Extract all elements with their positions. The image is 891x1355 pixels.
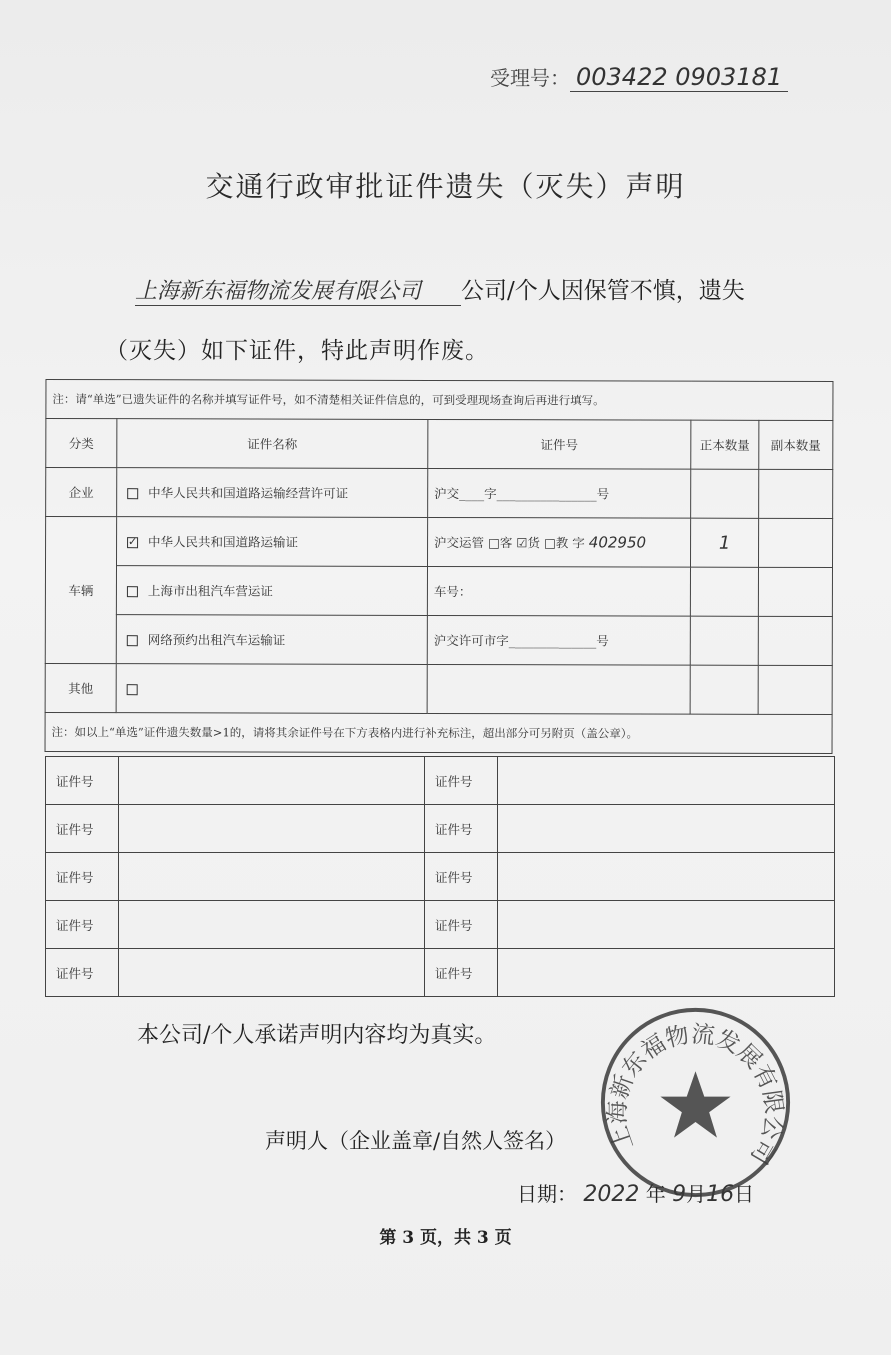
declaration-text: 公司/个人因保管不慎，遗失 [461, 278, 745, 304]
supplement-table [45, 756, 835, 997]
star-icon [660, 1071, 730, 1137]
checkbox[interactable] [127, 684, 138, 695]
day-unit: 日 [734, 1182, 755, 1206]
supp-field[interactable] [498, 949, 835, 997]
date-day: 16 [706, 1182, 735, 1207]
date-month: 9 [672, 1182, 687, 1207]
svg-text:上海新东福物流发展有限公司: 上海新东福物流发展有限公司 [603, 1019, 789, 1170]
page-title: 交通行政审批证件遗失（灭失）声明 [205, 170, 686, 203]
supp-field[interactable] [119, 757, 425, 805]
date-label: 日期： [517, 1182, 577, 1206]
copy-count [759, 469, 833, 518]
supp-label: 证件号 [46, 805, 119, 853]
page-number: 第 3 页，共 3 页 [379, 1228, 512, 1248]
receipt-label: 受理号： [490, 66, 570, 90]
table-row [45, 663, 832, 714]
cert-number: 沪交运管 □客 ☑货 □教 字 [434, 534, 585, 551]
supp-label: 证件号 [46, 949, 119, 997]
supp-label: 证件号 [425, 805, 498, 853]
bottom-note: 注：如以上“单选”证件遗失数量>1的，请将其余证件号在下方表格内进行补充标注，超出部分可另附页（盖公章）。 [45, 712, 832, 753]
supp-field[interactable] [119, 949, 425, 997]
supp-label: 证件号 [425, 853, 498, 901]
company-name: 上海新东福物流发展有限公司 [135, 274, 461, 306]
table-row [46, 467, 833, 518]
header-original: 正本数量 [691, 420, 759, 469]
category-cell: 车辆 [45, 516, 116, 663]
supp-field[interactable] [119, 901, 425, 949]
category-cell: 企业 [46, 467, 117, 516]
header-copy: 副本数量 [759, 420, 833, 469]
header-category: 分类 [46, 418, 117, 467]
receipt-number [490, 62, 788, 92]
table-row [46, 901, 835, 949]
table-row [45, 565, 832, 616]
declaration-line-2: （灭失）如下证件，特此声明作废。 [105, 338, 489, 364]
declaration-line-1 [135, 272, 745, 306]
checkbox[interactable] [127, 488, 138, 499]
signer-label: 声明人（企业盖章/自然人签名） [265, 1129, 567, 1153]
supp-field[interactable] [498, 757, 835, 805]
category-cell: 其他 [45, 663, 116, 712]
cert-name: 网络预约出租汽车运输证 [147, 632, 286, 648]
supp-label: 证件号 [46, 853, 119, 901]
original-count [690, 665, 758, 714]
checkbox[interactable] [127, 635, 138, 646]
supp-label: 证件号 [425, 949, 498, 997]
copy-count [758, 616, 832, 665]
month-unit: 月 [686, 1182, 707, 1206]
table-row [46, 516, 833, 567]
cert-name: 中华人民共和国道路运输经营许可证 [148, 485, 349, 501]
date-year: 2022 [583, 1182, 640, 1207]
cert-name: 上海市出租汽车营运证 [147, 583, 273, 599]
copy-count [758, 567, 832, 616]
header-name: 证件名称 [117, 419, 428, 469]
original-count [690, 616, 758, 665]
supp-label: 证件号 [46, 757, 119, 805]
table-row [46, 853, 835, 901]
top-note: 注：请“单选”已遗失证件的名称并填写证件号，如不清楚相关证件信息的，可到受理现场查询后再进行填写。 [46, 379, 833, 420]
table-row [45, 614, 832, 665]
supp-field[interactable] [119, 853, 425, 901]
cert-number: 沪交____字________________号 [428, 468, 691, 518]
table-row [46, 949, 835, 997]
supp-field[interactable] [498, 805, 835, 853]
handwritten-number: 402950 [588, 533, 647, 552]
table-row [46, 805, 835, 853]
year-unit: 年 [645, 1182, 666, 1206]
supp-label: 证件号 [46, 901, 119, 949]
checkbox[interactable] [127, 586, 138, 597]
original-count: 1 [690, 518, 758, 567]
cert-number: 车号： [427, 566, 690, 616]
promise-statement: 本公司/个人承诺声明内容均为真实。 [137, 1023, 497, 1048]
supp-field[interactable] [119, 805, 425, 853]
supp-label: 证件号 [425, 757, 498, 805]
table-row [46, 757, 835, 805]
company-seal [598, 1005, 793, 1200]
cert-name: 中华人民共和国道路运输证 [148, 534, 299, 550]
original-count [690, 567, 758, 616]
supp-field[interactable] [498, 853, 835, 901]
original-count [691, 469, 759, 518]
supp-field[interactable] [498, 901, 835, 949]
copy-count [758, 665, 832, 714]
copy-count [758, 518, 832, 567]
cert-number: 沪交许可市字______________号 [427, 615, 690, 665]
certificate-table [45, 379, 834, 754]
supp-label: 证件号 [425, 901, 498, 949]
receipt-value: 003422 0903181 [570, 63, 788, 92]
header-number: 证件号 [428, 419, 691, 469]
checkbox-checked[interactable]: ✓ [128, 535, 138, 549]
cert-number [427, 664, 690, 714]
